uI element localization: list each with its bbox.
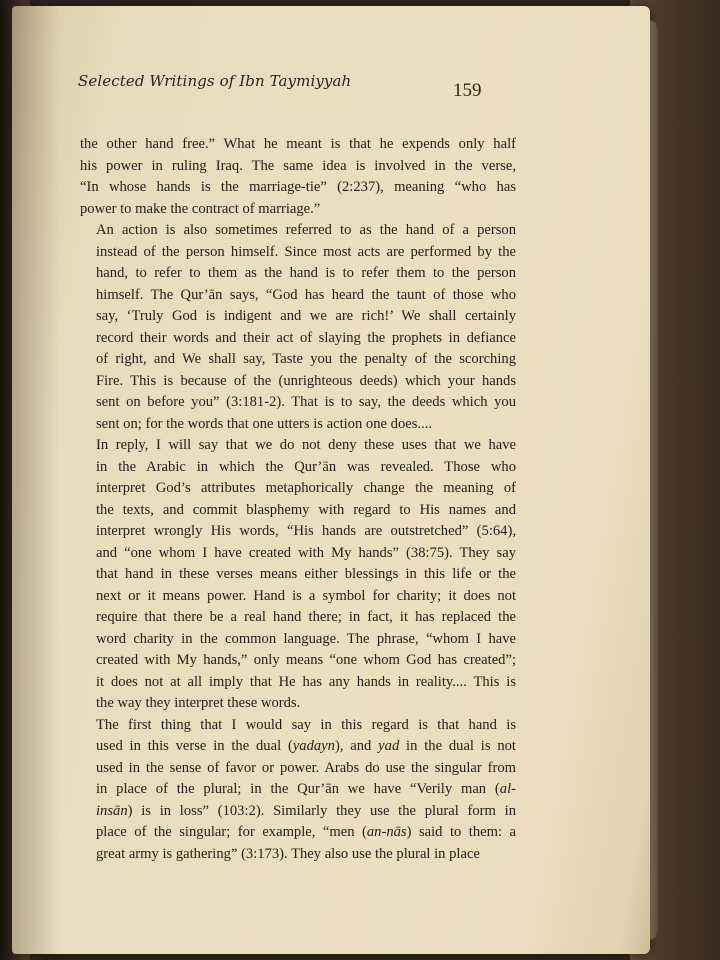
text-line: word charity in the common language. The phrase, “whom I have (96, 630, 516, 647)
text-line: it does not at all imply that He has any hands in reality.... This is (96, 673, 516, 690)
text-line: used in the sense of favor or power. Arabs do use the singular from (96, 759, 516, 776)
paragraph (80, 715, 516, 866)
text-line: An action is also sometimes referred to as the hand of a person (96, 222, 516, 238)
text-line: sent on before you” (3:181-2). That is to say, the deeds which you (96, 394, 516, 410)
text-line: great army is gathering” (3:173). They also use the plural in place (96, 845, 480, 862)
text-line: in the Arabic in which the Qur’ān was revealed. Those who (96, 458, 516, 475)
text-line: power to make the contract of marriage.” (80, 200, 321, 217)
text-line: and “one whom I have created with My hands” (38:75). They say (96, 544, 516, 561)
text-line: place of the singular; for example, “men (an-nās) said to them: a (96, 824, 516, 840)
text-line: sent on; for the words that one utters is action one does.... (96, 415, 432, 432)
text-line: his power in ruling Iraq. The same idea is involved in the verse, (80, 157, 516, 174)
text-line: Fire. This is because of the (unrighteous deeds) which your hands (96, 372, 516, 389)
text-line: hand, to refer to them as the hand is to refer them to the person (96, 265, 516, 281)
text-line: created with My hands,” only means “one whom God has created”; (96, 652, 516, 668)
text-line: of right, and We shall say, Taste you the penalty of the scorching (96, 351, 516, 367)
text-line: say, ‘Truly God is indigent and we are rich!’ We shall certainly (96, 308, 516, 324)
text-line: record their words and their act of slaying the prophets in defiance (96, 329, 516, 346)
body-text (80, 134, 516, 865)
text-line: require that there be a real hand there; in fact, it has replaced the (96, 609, 516, 625)
text-line: “In whose hands is the marriage-tie” (2:237), meaning “who has (80, 179, 516, 195)
text-line: In reply, I will say that we do not deny these uses that we have (96, 437, 516, 453)
text-line: interpret God’s attributes metaphorically change the meaning of (96, 480, 516, 496)
page-number: 159 (453, 80, 482, 101)
text-line: insān) is in loss” (103:2). Similarly they use the plural form in (96, 802, 516, 819)
text-line: instead of the person himself. Since most acts are performed by the (96, 243, 516, 260)
text-line: The first thing that I would say in this regard is that hand is (96, 716, 516, 733)
text-line: the way they interpret these words. (96, 695, 301, 711)
paragraph (80, 435, 516, 715)
text-line: the texts, and commit blasphemy with regard to His names and (96, 501, 516, 518)
running-header-title: Selected Writings of Ibn Taymiyyah (78, 72, 352, 90)
page-spine-shadow (12, 6, 60, 954)
text-line: in place of the plural; in the Qur’ān we have “Verily man (al- (96, 781, 516, 797)
paragraph (80, 220, 516, 435)
text-line: next or it means power. Hand is a symbol for charity; it does not (96, 587, 516, 604)
paragraph (80, 134, 516, 220)
text-line: that hand in these verses means either blessings in this life or the (96, 566, 516, 582)
text-line: used in this verse in the dual (yadayn), and yad in the dual is not (96, 738, 516, 754)
book-page (12, 6, 650, 954)
text-line: himself. The Qur’ān says, “God has heard the taunt of those who (96, 286, 516, 303)
text-line: the other hand free.” What he meant is that he expends only half (80, 136, 516, 152)
text-line: interpret wrongly His words, “His hands are outstretched” (5:64), (96, 523, 516, 539)
